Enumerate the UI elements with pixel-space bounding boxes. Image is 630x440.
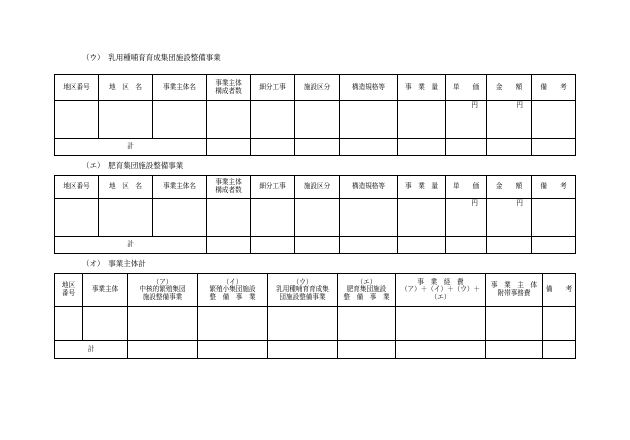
table-e-total-row bbox=[55, 237, 576, 254]
data-cell[interactable] bbox=[338, 307, 396, 341]
header-cell: 地 区 名 bbox=[99, 75, 153, 101]
header-cell: 事 業 量 bbox=[398, 75, 446, 101]
total-cell[interactable] bbox=[207, 139, 251, 156]
header-cell: （ア） 中核的繁殖集団 施設整備事業 bbox=[128, 274, 198, 307]
header-cell: 構造規格等 bbox=[340, 176, 398, 199]
data-cell[interactable] bbox=[396, 307, 486, 341]
table-o-total-row bbox=[55, 341, 576, 359]
table-o-header-row bbox=[55, 274, 576, 307]
header-cell: （ウ） 乳用種哺育育成集 団施設整備事業 bbox=[268, 274, 338, 307]
data-cell[interactable] bbox=[486, 307, 543, 341]
section-title-o: （オ） 事業主体計 bbox=[82, 259, 146, 268]
data-cell[interactable] bbox=[83, 307, 128, 341]
total-cell[interactable] bbox=[532, 237, 576, 254]
header-cell: 地区番号 bbox=[55, 176, 99, 199]
data-cell[interactable] bbox=[340, 101, 398, 139]
data-cell[interactable] bbox=[99, 101, 153, 139]
total-cell[interactable] bbox=[340, 237, 398, 254]
header-cell: 金 額 bbox=[487, 176, 532, 199]
total-cell[interactable] bbox=[207, 237, 251, 254]
data-cell[interactable] bbox=[207, 101, 251, 139]
table-u bbox=[54, 74, 576, 156]
unit-yen: 円 bbox=[446, 199, 487, 237]
header-cell: 事業主体 bbox=[83, 274, 128, 307]
total-cell[interactable] bbox=[295, 237, 340, 254]
data-cell[interactable] bbox=[251, 101, 295, 139]
data-cell[interactable] bbox=[532, 199, 576, 237]
header-cell: 事 業 量 bbox=[398, 176, 446, 199]
total-cell[interactable] bbox=[487, 139, 532, 156]
header-cell: 事業主体名 bbox=[153, 75, 207, 101]
unit-yen: 円 bbox=[487, 199, 532, 237]
total-cell[interactable] bbox=[396, 341, 486, 359]
data-cell[interactable] bbox=[99, 199, 153, 237]
table-e-data-row bbox=[55, 199, 576, 237]
total-cell[interactable] bbox=[446, 139, 487, 156]
header-cell: 単 価 bbox=[446, 176, 487, 199]
table-u-header-row bbox=[55, 75, 576, 101]
section-title-e: （エ） 肥育集団施設整備事業 bbox=[82, 161, 184, 170]
data-cell[interactable] bbox=[295, 101, 340, 139]
total-cell[interactable] bbox=[532, 139, 576, 156]
header-cell: 備 考 bbox=[543, 274, 576, 307]
header-cell: （エ） 肥育集団施設 整 備 事 業 bbox=[338, 274, 396, 307]
header-cell: 地 区 名 bbox=[99, 176, 153, 199]
data-cell[interactable] bbox=[55, 199, 99, 237]
data-cell[interactable] bbox=[251, 199, 295, 237]
header-cell: 事業主体 構成者数 bbox=[207, 75, 251, 101]
total-cell[interactable] bbox=[268, 341, 338, 359]
data-cell[interactable] bbox=[55, 307, 83, 341]
data-cell[interactable] bbox=[532, 101, 576, 139]
total-cell[interactable] bbox=[128, 341, 198, 359]
header-cell: 細分工事 bbox=[251, 176, 295, 199]
section-title-u: （ウ） 乳用種哺育育成集団施設整備事業 bbox=[82, 53, 221, 62]
header-cell: 地区番号 bbox=[55, 75, 99, 101]
total-cell[interactable] bbox=[251, 237, 295, 254]
table-o bbox=[54, 273, 576, 359]
header-cell: 事 業 主 体 附帯事務費 bbox=[486, 274, 543, 307]
table-e bbox=[54, 175, 576, 254]
data-cell[interactable] bbox=[268, 307, 338, 341]
data-cell[interactable] bbox=[398, 199, 446, 237]
header-cell: 単 価 bbox=[446, 75, 487, 101]
table-u-total-row bbox=[55, 139, 576, 156]
header-cell: 構造規格等 bbox=[340, 75, 398, 101]
total-cell[interactable] bbox=[543, 341, 576, 359]
total-cell[interactable] bbox=[338, 341, 396, 359]
total-label: 計 bbox=[55, 139, 207, 156]
header-cell: 施設区分 bbox=[295, 75, 340, 101]
total-label: 計 bbox=[55, 341, 128, 359]
total-cell[interactable] bbox=[198, 341, 268, 359]
header-cell: 細分工事 bbox=[251, 75, 295, 101]
data-cell[interactable] bbox=[128, 307, 198, 341]
data-cell[interactable] bbox=[295, 199, 340, 237]
data-cell[interactable] bbox=[398, 101, 446, 139]
data-cell[interactable] bbox=[153, 199, 207, 237]
data-cell[interactable] bbox=[153, 101, 207, 139]
total-cell[interactable] bbox=[486, 341, 543, 359]
header-cell: 事業主体 構成者数 bbox=[207, 176, 251, 199]
header-cell: 備 考 bbox=[532, 176, 576, 199]
data-cell[interactable] bbox=[543, 307, 576, 341]
unit-yen: 円 bbox=[487, 101, 532, 139]
total-cell[interactable] bbox=[487, 237, 532, 254]
header-cell: 金 額 bbox=[487, 75, 532, 101]
total-cell[interactable] bbox=[446, 237, 487, 254]
data-cell[interactable] bbox=[198, 307, 268, 341]
total-label: 計 bbox=[55, 237, 207, 254]
table-e-header-row bbox=[55, 176, 576, 199]
total-cell[interactable] bbox=[398, 139, 446, 156]
header-cell: 地区 番号 bbox=[55, 274, 83, 307]
total-cell[interactable] bbox=[295, 139, 340, 156]
header-cell: 事 業 経 費 （ア）＋（イ）＋（ウ）＋（エ） bbox=[396, 274, 486, 307]
table-o-data-row bbox=[55, 307, 576, 341]
data-cell[interactable] bbox=[207, 199, 251, 237]
total-cell[interactable] bbox=[340, 139, 398, 156]
table-u-data-row bbox=[55, 101, 576, 139]
header-cell: 事業主体名 bbox=[153, 176, 207, 199]
data-cell[interactable] bbox=[340, 199, 398, 237]
total-cell[interactable] bbox=[398, 237, 446, 254]
data-cell[interactable] bbox=[55, 101, 99, 139]
header-cell: 施設区分 bbox=[295, 176, 340, 199]
header-cell: （イ） 繁殖小集団施設 整 備 事 業 bbox=[198, 274, 268, 307]
unit-yen: 円 bbox=[446, 101, 487, 139]
header-cell: 備 考 bbox=[532, 75, 576, 101]
total-cell[interactable] bbox=[251, 139, 295, 156]
